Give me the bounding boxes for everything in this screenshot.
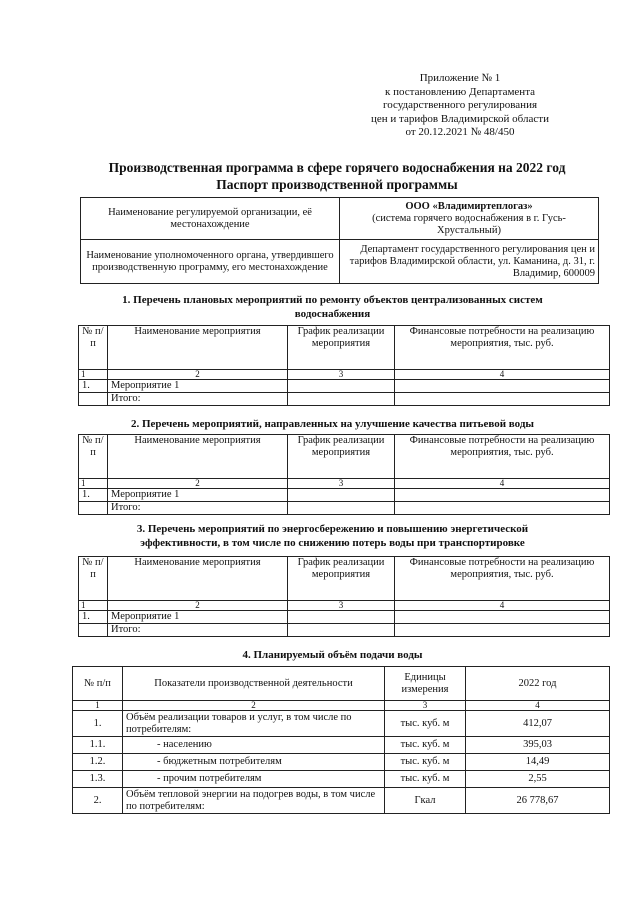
- program-title: Производственная программа в сфере горячего водоснабжения на 2022 год: [108, 160, 566, 175]
- row-indicator: - прочим потребителям: [123, 771, 385, 788]
- row-num: 1.1.: [73, 737, 123, 754]
- section-3-line: 3. Перечень мероприятий по энергосбережению и повышению энергетической: [136, 523, 529, 535]
- row-finance: [395, 489, 610, 502]
- total-label: Итого:: [108, 393, 288, 406]
- row-indicator: Объём тепловой энергии на подогрев воды, в том числе по потребителям:: [123, 788, 385, 814]
- organization-name: ООО «Владимиртеплогаз»: [405, 200, 533, 212]
- column-number: 3: [385, 701, 466, 711]
- column-number: 1: [73, 701, 123, 711]
- column-number: 4: [395, 479, 610, 489]
- row-value: 26 778,67: [466, 788, 610, 814]
- organization-system: (система горячего водоснабжения в г. Гусь-Хрустальный): [372, 212, 566, 236]
- column-number: 4: [395, 601, 610, 611]
- total-finance: [395, 502, 610, 515]
- passport-table: [80, 197, 599, 284]
- column-number: 1: [79, 479, 108, 489]
- annex-line: от 20.12.2021 № 48/450: [405, 126, 515, 139]
- row-num: 1.: [73, 711, 123, 737]
- header-schedule: График реализации мероприятия: [288, 557, 395, 601]
- total-label: Итого:: [108, 624, 288, 637]
- annex-line: цен и тарифов Владимирской области: [371, 112, 549, 125]
- header-indicator: Показатели производственной деятельности: [123, 667, 385, 701]
- table-row: [73, 754, 610, 771]
- table-header-row: [73, 667, 610, 701]
- column-number: 3: [288, 601, 395, 611]
- row-unit: тыс. куб. м: [385, 754, 466, 771]
- row-value: 395,03: [466, 737, 610, 754]
- row-num: 2.: [73, 788, 123, 814]
- column-number-row: [79, 370, 610, 380]
- total-finance: [395, 393, 610, 406]
- table-header-row: [79, 326, 610, 370]
- row-indicator: - бюджетным потребителям: [123, 754, 385, 771]
- column-number: 2: [108, 479, 288, 489]
- header-name: Наименование мероприятия: [108, 435, 288, 479]
- row-unit: Гкал: [385, 788, 466, 814]
- row-schedule: [288, 489, 395, 502]
- total-num: [79, 502, 108, 515]
- header-name: Наименование мероприятия: [108, 326, 288, 370]
- section-1-table: [78, 325, 610, 406]
- row-num: 1.2.: [73, 754, 123, 771]
- total-num: [79, 393, 108, 406]
- organization-value: [340, 198, 599, 240]
- table-row: [79, 611, 610, 624]
- header-finance: Финансовые потребности на реализацию мероприятия, тыс. руб.: [395, 326, 610, 370]
- column-number-row: [79, 601, 610, 611]
- section-1-line: водоснабжения: [294, 308, 371, 320]
- row-name: Мероприятие 1: [108, 489, 288, 502]
- section-4-heading: 4. Планируемый объём подачи воды: [242, 649, 423, 661]
- annex-line: Приложение № 1: [419, 72, 501, 84]
- row-num: 1.: [79, 380, 108, 393]
- column-number: 4: [395, 370, 610, 380]
- column-number: 2: [123, 701, 385, 711]
- header-unit: Единицы измерения: [385, 667, 466, 701]
- column-number-row: [79, 479, 610, 489]
- column-number-row: [73, 701, 610, 711]
- row-schedule: [288, 611, 395, 624]
- row-finance: [395, 611, 610, 624]
- row-value: 412,07: [466, 711, 610, 737]
- table-row: [73, 771, 610, 788]
- row-unit: тыс. куб. м: [385, 711, 466, 737]
- total-num: [79, 624, 108, 637]
- section-1-heading: [60, 293, 605, 321]
- authority-label: Наименование уполномоченного органа, утвердившего производственную программу, его местонахождение: [81, 240, 340, 284]
- row-indicator: Объём реализации товаров и услуг, в том числе по потребителям:: [123, 711, 385, 737]
- header-num: № п/п: [73, 667, 123, 701]
- header-name: Наименование мероприятия: [108, 557, 288, 601]
- water-supply-table: [72, 666, 610, 814]
- table-header-row: [79, 557, 610, 601]
- table-row: [73, 737, 610, 754]
- header-schedule: График реализации мероприятия: [288, 435, 395, 479]
- row-indicator: - населению: [123, 737, 385, 754]
- row-name: Мероприятие 1: [108, 380, 288, 393]
- organization-label: Наименование регулируемой организации, её местонахождение: [81, 198, 340, 240]
- section-2-table: [78, 434, 610, 515]
- total-finance: [395, 624, 610, 637]
- row-finance: [395, 380, 610, 393]
- header-num: № п/п: [79, 326, 108, 370]
- column-number: 2: [108, 601, 288, 611]
- annex-line: государственного регулирования: [382, 99, 538, 112]
- row-name: Мероприятие 1: [108, 611, 288, 624]
- table-row: [73, 788, 610, 814]
- annex-header: [330, 72, 590, 140]
- total-row: [79, 502, 610, 515]
- row-value: 2,55: [466, 771, 610, 788]
- row-unit: тыс. куб. м: [385, 771, 466, 788]
- row-schedule: [288, 380, 395, 393]
- header-finance: Финансовые потребности на реализацию мероприятия, тыс. руб.: [395, 557, 610, 601]
- section-1-line: 1. Перечень плановых мероприятий по ремонту объектов централизованных систем: [122, 294, 543, 306]
- column-number: 3: [288, 479, 395, 489]
- column-number: 2: [108, 370, 288, 380]
- passport-row-authority: [81, 240, 599, 284]
- authority-value: Департамент государственного регулирования цен и тарифов Владимирской области, ул. Каманина, д. 31, г. Владимир, 600009: [340, 240, 599, 284]
- total-row: [79, 393, 610, 406]
- table-header-row: [79, 435, 610, 479]
- header-finance: Финансовые потребности на реализацию мероприятия, тыс. руб.: [395, 435, 610, 479]
- row-unit: тыс. куб. м: [385, 737, 466, 754]
- section-3-line: эффективности, в том числе по снижению потерь воды при транспортировке: [140, 537, 525, 549]
- total-schedule: [288, 624, 395, 637]
- section-3-heading: [60, 522, 605, 550]
- annex-line: к постановлению Департамента: [384, 85, 536, 98]
- header-num: № п/п: [79, 435, 108, 479]
- table-row: [73, 711, 610, 737]
- passport-title: Паспорт производственной программы: [216, 177, 458, 192]
- row-value: 14,49: [466, 754, 610, 771]
- total-label: Итого:: [108, 502, 288, 515]
- header-schedule: График реализации мероприятия: [288, 326, 395, 370]
- passport-row-organization: [81, 198, 599, 240]
- column-number: 4: [466, 701, 610, 711]
- table-row: [79, 489, 610, 502]
- column-number: 1: [79, 601, 108, 611]
- header-year: 2022 год: [466, 667, 610, 701]
- row-num: 1.3.: [73, 771, 123, 788]
- total-schedule: [288, 502, 395, 515]
- header-num: № п/п: [79, 557, 108, 601]
- column-number: 1: [79, 370, 108, 380]
- section-2-heading: 2. Перечень мероприятий, направленных на улучшение качества питьевой воды: [130, 418, 534, 430]
- section-3-table: [78, 556, 610, 637]
- table-row: [79, 380, 610, 393]
- row-num: 1.: [79, 489, 108, 502]
- total-row: [79, 624, 610, 637]
- column-number: 3: [288, 370, 395, 380]
- row-num: 1.: [79, 611, 108, 624]
- total-schedule: [288, 393, 395, 406]
